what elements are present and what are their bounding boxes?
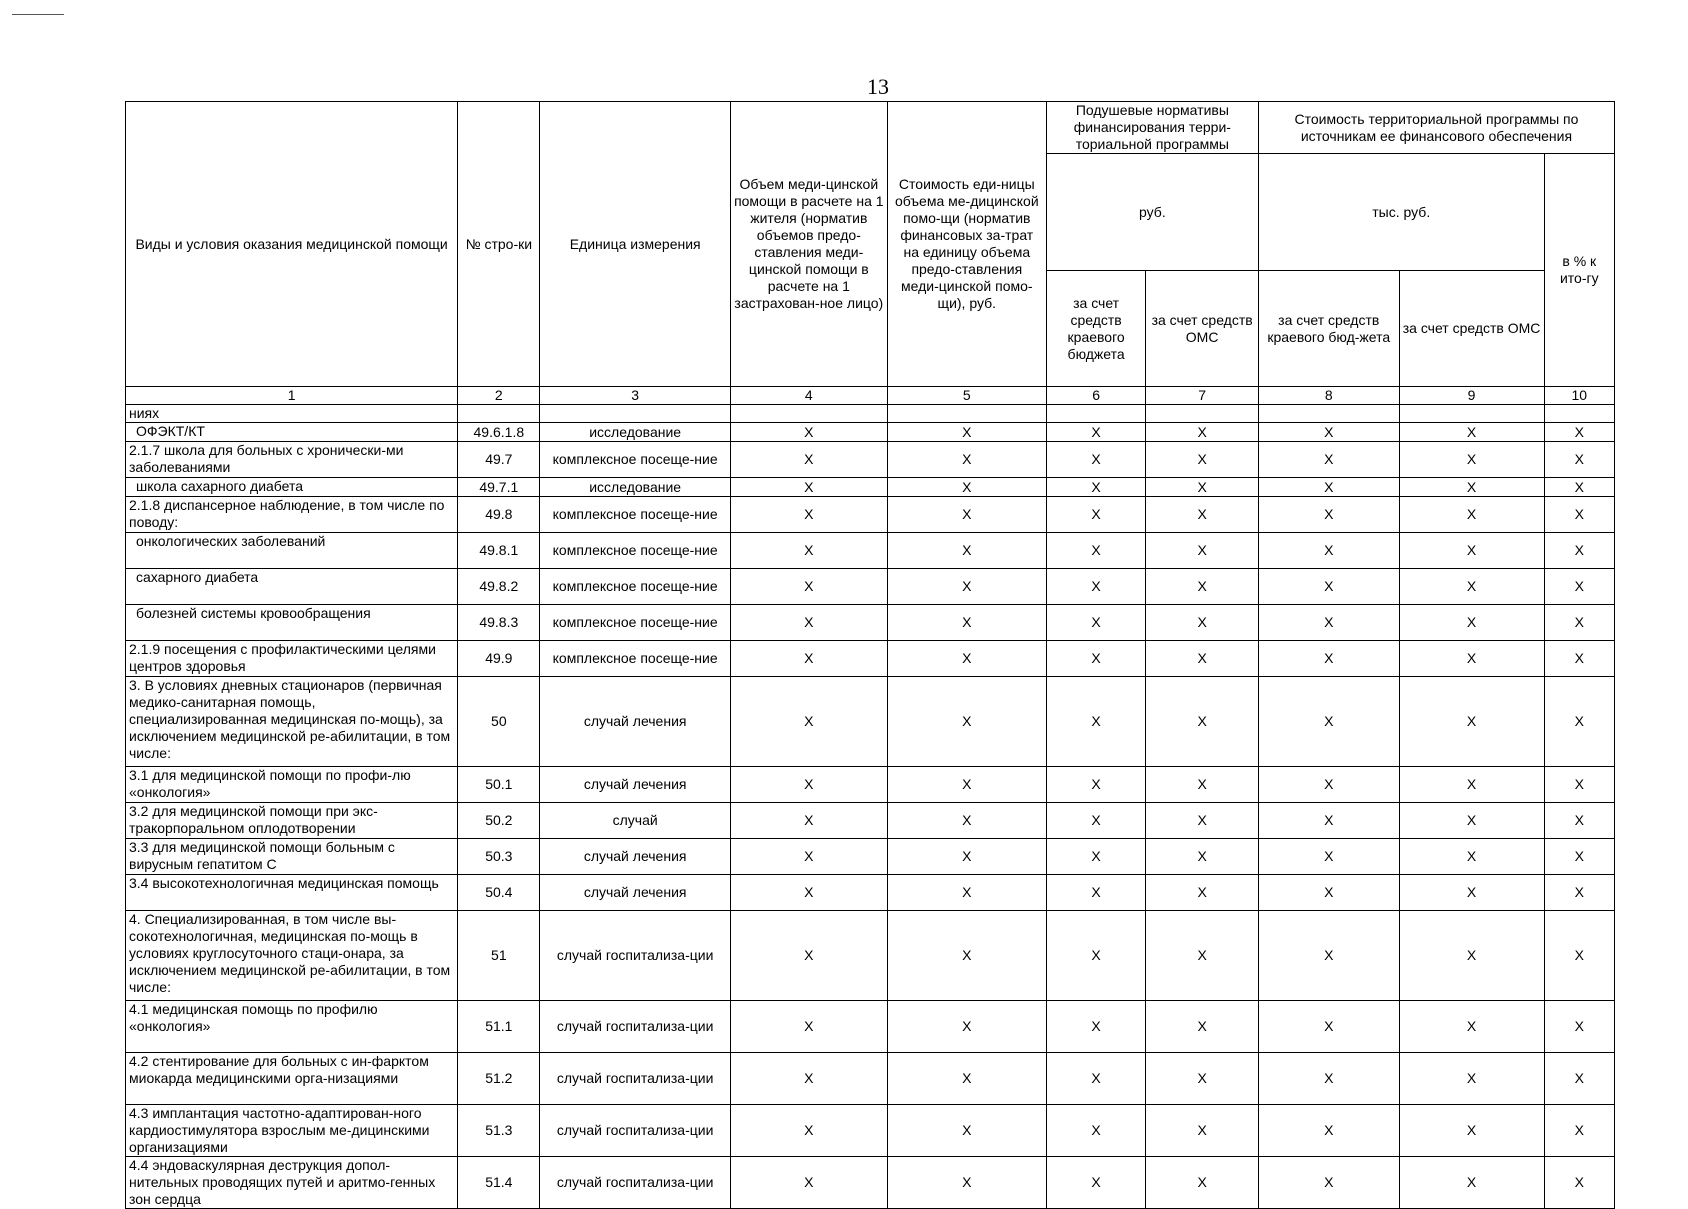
x-cell: X <box>1399 423 1544 442</box>
x-cell: X <box>1399 605 1544 641</box>
row-unit: комплексное посеще-ние <box>540 569 730 605</box>
x-cell <box>730 405 887 423</box>
x-cell: X <box>1258 423 1399 442</box>
col-number: 6 <box>1046 387 1146 405</box>
table-row <box>126 767 1615 803</box>
x-cell: X <box>1399 533 1544 569</box>
col-number: 1 <box>126 387 458 405</box>
table-row <box>126 1157 1615 1209</box>
x-cell: X <box>1046 442 1146 478</box>
row-name: 3. В условиях дневных стационаров (первичная медико-санитарная помощь, специализированная медицинская по-мощь), за исключением медицинской ре-абилитации, в том числе: <box>126 677 458 767</box>
x-cell: X <box>730 767 887 803</box>
x-cell: X <box>1399 641 1544 677</box>
x-cell: X <box>1544 767 1614 803</box>
x-cell: X <box>887 641 1046 677</box>
x-cell <box>1544 405 1614 423</box>
row-name: ОФЭКТ/КТ <box>126 423 458 442</box>
x-cell: X <box>1258 641 1399 677</box>
table-row <box>126 911 1615 1001</box>
corner-mark <box>12 14 64 15</box>
x-cell: X <box>887 1105 1046 1157</box>
col-number: 2 <box>458 387 540 405</box>
header-col9: за счет средств ОМС <box>1399 271 1544 387</box>
x-cell: X <box>1146 497 1259 533</box>
x-cell: X <box>1258 497 1399 533</box>
x-cell <box>1258 405 1399 423</box>
table-row <box>126 442 1615 478</box>
col-number: 3 <box>540 387 730 405</box>
row-name: 3.4 высокотехнологичная медицинская помощь <box>126 875 458 911</box>
x-cell: X <box>1146 1105 1259 1157</box>
x-cell: X <box>887 1053 1046 1105</box>
row-number: 49.8.2 <box>458 569 540 605</box>
x-cell: X <box>1258 911 1399 1001</box>
x-cell: X <box>1146 641 1259 677</box>
row-name: 4.4 эндоваскулярная деструкция допол-нительных проводящих путей и аритмо-генных зон сердца <box>126 1157 458 1209</box>
x-cell: X <box>887 677 1046 767</box>
x-cell: X <box>1046 677 1146 767</box>
x-cell: X <box>1258 767 1399 803</box>
row-number: 49.9 <box>458 641 540 677</box>
x-cell: X <box>1046 1157 1146 1209</box>
x-cell: X <box>1399 767 1544 803</box>
x-cell: X <box>1544 533 1614 569</box>
header-col5: Стоимость еди-ницы объема ме-дицинской помо-щи (норматив финансовых за-трат на единицу объема предо-ставления меди-цинской помо-щи), руб. <box>887 102 1046 387</box>
row-name: сахарного диабета <box>126 569 458 605</box>
row-name: болезней системы кровообращения <box>126 605 458 641</box>
x-cell: X <box>730 1053 887 1105</box>
x-cell: X <box>1146 839 1259 875</box>
col-number: 8 <box>1258 387 1399 405</box>
x-cell: X <box>1046 605 1146 641</box>
x-cell: X <box>730 677 887 767</box>
row-name: 4. Специализированная, в том числе вы-сокотехнологичная, медицинская по-мощь в условиях круглосуточного стаци-онара, за исключением медицинской ре-абилитации, в том числе: <box>126 911 458 1001</box>
row-unit: комплексное посеще-ние <box>540 497 730 533</box>
row-unit: комплексное посеще-ние <box>540 533 730 569</box>
x-cell: X <box>1544 875 1614 911</box>
table-row <box>126 605 1615 641</box>
table-row <box>126 803 1615 839</box>
x-cell: X <box>1258 1053 1399 1105</box>
x-cell: X <box>1544 569 1614 605</box>
x-cell: X <box>1046 1001 1146 1053</box>
row-number: 49.8.3 <box>458 605 540 641</box>
x-cell: X <box>1258 1001 1399 1053</box>
x-cell: X <box>1544 911 1614 1001</box>
row-number <box>458 405 540 423</box>
col-number: 5 <box>887 387 1046 405</box>
header-unit-thous: тыс. руб. <box>1258 154 1544 271</box>
row-unit: комплексное посеще-ние <box>540 641 730 677</box>
header-col10: в % к ито-гу <box>1544 154 1614 387</box>
x-cell: X <box>730 1105 887 1157</box>
row-number: 49.6.1.8 <box>458 423 540 442</box>
x-cell: X <box>887 478 1046 497</box>
x-cell: X <box>1399 1105 1544 1157</box>
x-cell: X <box>1046 839 1146 875</box>
x-cell <box>1046 405 1146 423</box>
x-cell: X <box>730 569 887 605</box>
row-unit: случай госпитализа-ции <box>540 1157 730 1209</box>
x-cell: X <box>730 533 887 569</box>
x-cell: X <box>887 605 1046 641</box>
table-row <box>126 839 1615 875</box>
row-unit: комплексное посеще-ние <box>540 605 730 641</box>
x-cell: X <box>1544 605 1614 641</box>
x-cell: X <box>1399 839 1544 875</box>
table-row <box>126 1105 1615 1157</box>
x-cell: X <box>1544 677 1614 767</box>
row-number: 49.8.1 <box>458 533 540 569</box>
col-number: 9 <box>1399 387 1544 405</box>
x-cell: X <box>1399 497 1544 533</box>
table-row <box>126 641 1615 677</box>
row-unit: случай лечения <box>540 839 730 875</box>
row-name: 3.3 для медицинской помощи больным с вирусным гепатитом С <box>126 839 458 875</box>
row-number: 50.4 <box>458 875 540 911</box>
x-cell: X <box>887 569 1046 605</box>
x-cell: X <box>730 497 887 533</box>
row-name: 4.3 имплантация частотно-адаптирован-ного кардиостимулятора взрослым ме-дицинскими организациями <box>126 1105 458 1157</box>
header-col8: за счет средств краевого бюд-жета <box>1258 271 1399 387</box>
row-number: 51.2 <box>458 1053 540 1105</box>
x-cell: X <box>730 839 887 875</box>
x-cell: X <box>1544 1001 1614 1053</box>
row-unit: случай лечения <box>540 767 730 803</box>
x-cell: X <box>1046 497 1146 533</box>
x-cell: X <box>1046 1105 1146 1157</box>
header-group-cost: Стоимость территориальной программы по источникам ее финансового обеспечения <box>1258 102 1614 154</box>
row-name: 3.1 для медицинской помощи по профи-лю «онкология» <box>126 767 458 803</box>
x-cell: X <box>1046 478 1146 497</box>
table-row <box>126 497 1615 533</box>
x-cell: X <box>887 442 1046 478</box>
x-cell: X <box>887 423 1046 442</box>
x-cell: X <box>1146 423 1259 442</box>
x-cell: X <box>730 875 887 911</box>
row-name: 4.2 стентирование для больных с ин-фарктом миокарда медицинскими орга-низациями <box>126 1053 458 1105</box>
x-cell: X <box>887 911 1046 1001</box>
x-cell <box>1399 405 1544 423</box>
x-cell: X <box>1399 442 1544 478</box>
table-row <box>126 423 1615 442</box>
x-cell: X <box>1399 569 1544 605</box>
x-cell: X <box>1544 1105 1614 1157</box>
x-cell: X <box>1258 478 1399 497</box>
x-cell: X <box>1399 677 1544 767</box>
table-row <box>126 677 1615 767</box>
x-cell <box>1146 405 1259 423</box>
table-body <box>126 405 1615 1209</box>
header-group-norms: Подушевые нормативы финансирования терри-ториальной программы <box>1046 102 1258 154</box>
x-cell: X <box>1146 442 1259 478</box>
x-cell: X <box>1046 569 1146 605</box>
x-cell: X <box>887 1157 1046 1209</box>
x-cell: X <box>1046 911 1146 1001</box>
x-cell: X <box>1258 442 1399 478</box>
x-cell: X <box>1046 641 1146 677</box>
x-cell: X <box>1258 569 1399 605</box>
row-unit: случай госпитализа-ции <box>540 1105 730 1157</box>
x-cell: X <box>730 641 887 677</box>
x-cell: X <box>1146 1053 1259 1105</box>
x-cell: X <box>887 767 1046 803</box>
row-name: онкологических заболеваний <box>126 533 458 569</box>
x-cell: X <box>1258 875 1399 911</box>
x-cell: X <box>1146 1001 1259 1053</box>
row-unit: случай <box>540 803 730 839</box>
row-number: 50.3 <box>458 839 540 875</box>
x-cell: X <box>1544 641 1614 677</box>
table-row <box>126 1053 1615 1105</box>
x-cell: X <box>1544 1053 1614 1105</box>
header-col4: Объем меди-цинской помощи в расчете на 1 жителя (норматив объемов предо-ставления меди-цинской помощи в расчете на 1 застрахован-ное лицо) <box>730 102 887 387</box>
header-col6: за счет средств краевого бюджета <box>1046 271 1146 387</box>
col-number: 10 <box>1544 387 1614 405</box>
row-name: 2.1.9 посещения с профилактическими целями центров здоровья <box>126 641 458 677</box>
col-number: 4 <box>730 387 887 405</box>
x-cell: X <box>1544 803 1614 839</box>
x-cell: X <box>1258 533 1399 569</box>
row-unit: комплексное посеще-ние <box>540 442 730 478</box>
x-cell: X <box>887 1001 1046 1053</box>
x-cell: X <box>1258 803 1399 839</box>
table-row <box>126 875 1615 911</box>
x-cell: X <box>730 423 887 442</box>
x-cell: X <box>887 533 1046 569</box>
x-cell: X <box>1399 803 1544 839</box>
x-cell: X <box>1399 875 1544 911</box>
header-col7: за счет средств ОМС <box>1146 271 1259 387</box>
x-cell: X <box>730 605 887 641</box>
row-number: 50.2 <box>458 803 540 839</box>
x-cell: X <box>887 497 1046 533</box>
x-cell: X <box>730 1157 887 1209</box>
x-cell: X <box>1544 442 1614 478</box>
row-unit: случай лечения <box>540 677 730 767</box>
x-cell: X <box>1258 1157 1399 1209</box>
table-row <box>126 478 1615 497</box>
x-cell: X <box>1399 478 1544 497</box>
x-cell: X <box>1258 1105 1399 1157</box>
row-unit: исследование <box>540 423 730 442</box>
row-number: 49.8 <box>458 497 540 533</box>
x-cell: X <box>1399 1053 1544 1105</box>
row-unit: случай госпитализа-ции <box>540 1001 730 1053</box>
x-cell: X <box>1046 875 1146 911</box>
table-row <box>126 1001 1615 1053</box>
x-cell: X <box>730 1001 887 1053</box>
x-cell: X <box>1146 1157 1259 1209</box>
row-name: 2.1.7 школа для больных с хронически-ми заболеваниями <box>126 442 458 478</box>
x-cell: X <box>1146 605 1259 641</box>
x-cell: X <box>1146 677 1259 767</box>
row-number: 49.7 <box>458 442 540 478</box>
table-row <box>126 405 1615 423</box>
col-number: 7 <box>1146 387 1259 405</box>
row-number: 50.1 <box>458 767 540 803</box>
x-cell: X <box>1399 911 1544 1001</box>
x-cell: X <box>1146 803 1259 839</box>
x-cell: X <box>1146 478 1259 497</box>
x-cell: X <box>1258 605 1399 641</box>
x-cell: X <box>1146 533 1259 569</box>
x-cell: X <box>887 839 1046 875</box>
header-col1: Виды и условия оказания медицинской помощи <box>126 102 458 387</box>
x-cell: X <box>1146 767 1259 803</box>
page-number: 13 <box>867 74 889 99</box>
x-cell: X <box>1046 533 1146 569</box>
table-row <box>126 569 1615 605</box>
row-number: 49.7.1 <box>458 478 540 497</box>
row-unit <box>540 405 730 423</box>
row-unit: случай госпитализа-ции <box>540 1053 730 1105</box>
x-cell: X <box>1544 839 1614 875</box>
x-cell: X <box>1046 1053 1146 1105</box>
x-cell: X <box>1258 677 1399 767</box>
x-cell: X <box>1544 478 1614 497</box>
row-name: ниях <box>126 405 458 423</box>
x-cell: X <box>1046 803 1146 839</box>
header-col2: № стро-ки <box>458 102 540 387</box>
row-name: 2.1.8 диспансерное наблюдение, в том числе по поводу: <box>126 497 458 533</box>
x-cell: X <box>1146 911 1259 1001</box>
x-cell: X <box>1046 767 1146 803</box>
x-cell: X <box>1544 497 1614 533</box>
x-cell: X <box>730 803 887 839</box>
row-number: 51.3 <box>458 1105 540 1157</box>
x-cell: X <box>887 875 1046 911</box>
x-cell: X <box>1046 423 1146 442</box>
column-numbers-row <box>126 387 1615 405</box>
row-number: 51.1 <box>458 1001 540 1053</box>
row-name: 3.2 для медицинской помощи при экс-тракорпоральном оплодотворении <box>126 803 458 839</box>
x-cell: X <box>1399 1001 1544 1053</box>
header-unit-rub: руб. <box>1046 154 1258 271</box>
x-cell: X <box>887 803 1046 839</box>
row-number: 50 <box>458 677 540 767</box>
x-cell: X <box>730 442 887 478</box>
header-col3: Единица измерения <box>540 102 730 387</box>
row-number: 51 <box>458 911 540 1001</box>
x-cell: X <box>730 478 887 497</box>
row-unit: случай госпитализа-ции <box>540 911 730 1001</box>
row-unit: случай лечения <box>540 875 730 911</box>
x-cell <box>887 405 1046 423</box>
row-unit: исследование <box>540 478 730 497</box>
x-cell: X <box>1146 569 1259 605</box>
x-cell: X <box>1544 1157 1614 1209</box>
row-name: 4.1 медицинская помощь по профилю «онкология» <box>126 1001 458 1053</box>
row-number: 51.4 <box>458 1157 540 1209</box>
x-cell: X <box>730 911 887 1001</box>
program-cost-table <box>125 101 1615 1209</box>
x-cell: X <box>1258 839 1399 875</box>
x-cell: X <box>1146 875 1259 911</box>
x-cell: X <box>1399 1157 1544 1209</box>
table-row <box>126 533 1615 569</box>
row-name: школа сахарного диабета <box>126 478 458 497</box>
x-cell: X <box>1544 423 1614 442</box>
